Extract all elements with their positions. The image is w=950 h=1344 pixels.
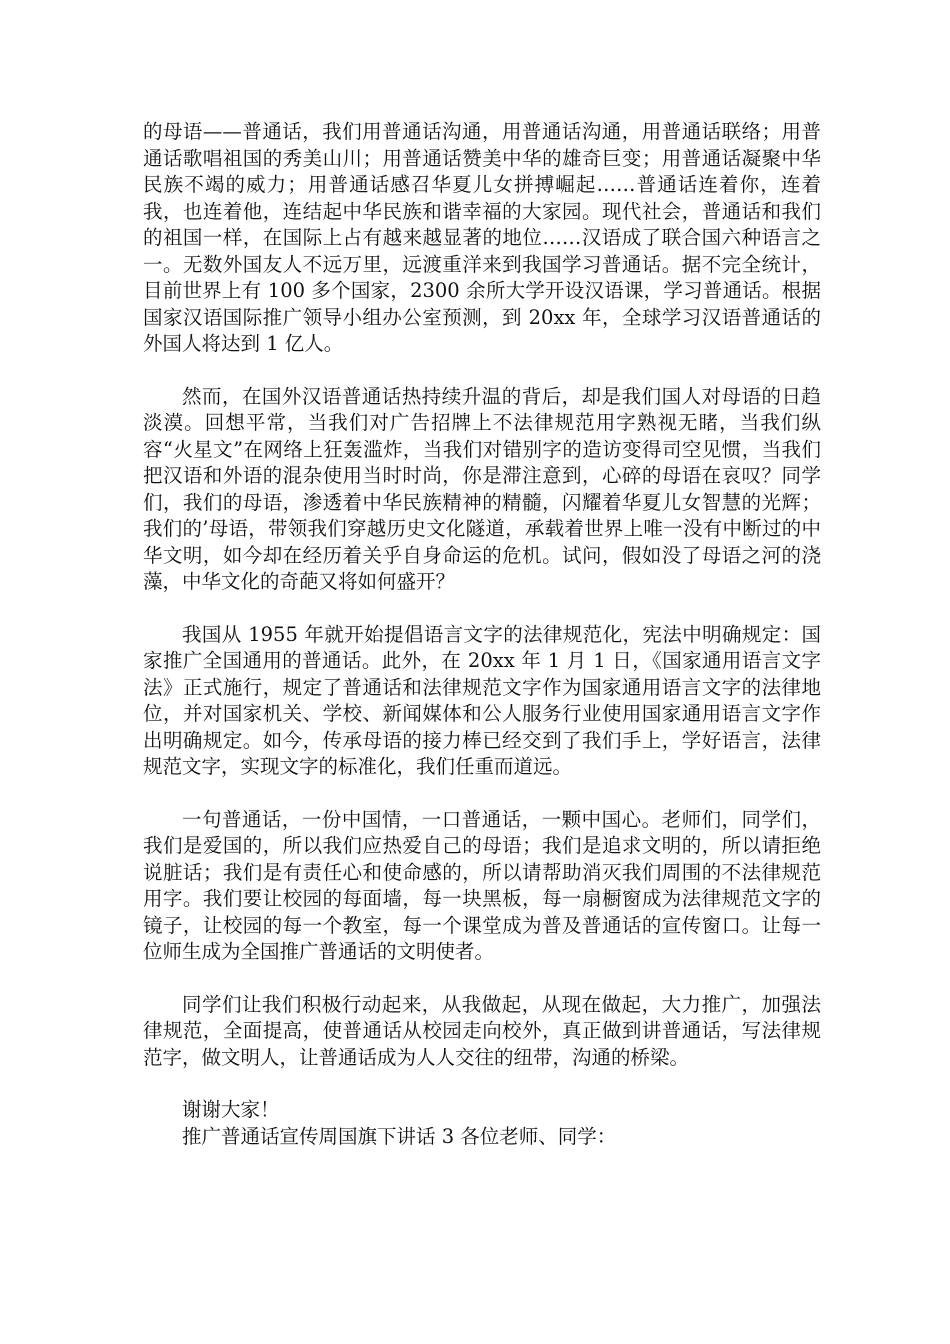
paragraph-1: 的母语——普通话，我们用普通话沟通，用普通话沟通，用普通话联络；用普通话歌唱祖国的秀美山川；用普通话赞美中华的雄奇巨变；用普通话凝聚中华民族不竭的威力；用普通话感召华夏儿女拼搏崛起……普通话连着你，连着我，也连着他，连结起中华民族和谐幸福的大家园。现代社会，普通话和我们的祖国一样，在国际上占有越来越显著的地位……汉语成了联合国六种语言之一。无数外国友人不远万里，远渡重洋来到我国学习普通话。据不完全统计，目前世界上有 100 多个国家，2300 余所大学开设汉语课，学习普通话。根据国家汉语国际推广领导小组办公室预测，到 20xx 年，全球学习汉语普通话的外国人将达到 1 亿人。 <box>143 120 821 355</box>
paragraph-4: 一句普通话，一份中国情，一口普通话，一颗中国心。老师们，同学们，我们是爱国的，所以我们应热爱自己的母语；我们是追求文明的，所以请拒绝说脏话；我们是有责任心和使命感的，所以请帮助消灭我们周围的不法律规范用字。我们要让校园的每面墙，每一块黑板，每一扇橱窗成为法律规范文字的镜子，让校园的每一个教室，每一个课堂成为普及普通话的宣传窗口。让每一位师生成为全国推广普通话的文明使者。 <box>143 807 821 963</box>
paragraph-5: 同学们让我们积极行动起来，从我做起，从现在做起，大力推广，加强法律规范，全面提高，使普通话从校园走向校外，真正做到讲普通话，写法律规范字，做文明人，让普通话成为人人交往的纽带，沟通的桥梁。 <box>143 992 821 1069</box>
closing-line: 谢谢大家！ <box>182 1098 280 1121</box>
document-page <box>143 119 821 1150</box>
next-speech-heading: 推广普通话宣传周国旗下讲话 3 各位老师、同学： <box>182 1124 617 1148</box>
paragraph-3: 我国从 1955 年就开始提倡语言文字的法律规范化，宪法中明确规定：国家推广全国通用的普通话。此外，在 20xx 年 1 月 1 日，《国家通用语言文字法》正式施行，规定了普通话和法律规范文字作为国家通用语言文字的法律地位，并对国家机关、学校、新闻媒体和公人服务行业使用国家通用语言文字作出明确规定。如今，传承母语的接力棒已经交到了我们手上，学好语言，法律规范文字，实现文字的标准化，我们任重而道远。 <box>143 622 821 778</box>
paragraph-2: 然而，在国外汉语普通话热持续升温的背后，却是我们国人对母语的日趋淡漠。回想平常，当我们对广告招牌上不法律规范用字熟视无睹，当我们纵容“火星文”在网络上狂轰滥炸，当我们对错别字的造访变得司空见惯，当我们把汉语和外语的混杂使用当时时尚，你是滞注意到，心碎的母语在哀叹？同学们，我们的母语，渗透着中华民族精神的精髓，闪耀着华夏儿女智慧的光辉；我们的’母语，带领我们穿越历史文化隧道，承载着世界上唯一没有中断过的中华文明，如今却在经历着关乎自身命运的危机。试问，假如没了母语之河的浇藻，中华文化的奇葩又将如何盛开？ <box>143 384 821 593</box>
